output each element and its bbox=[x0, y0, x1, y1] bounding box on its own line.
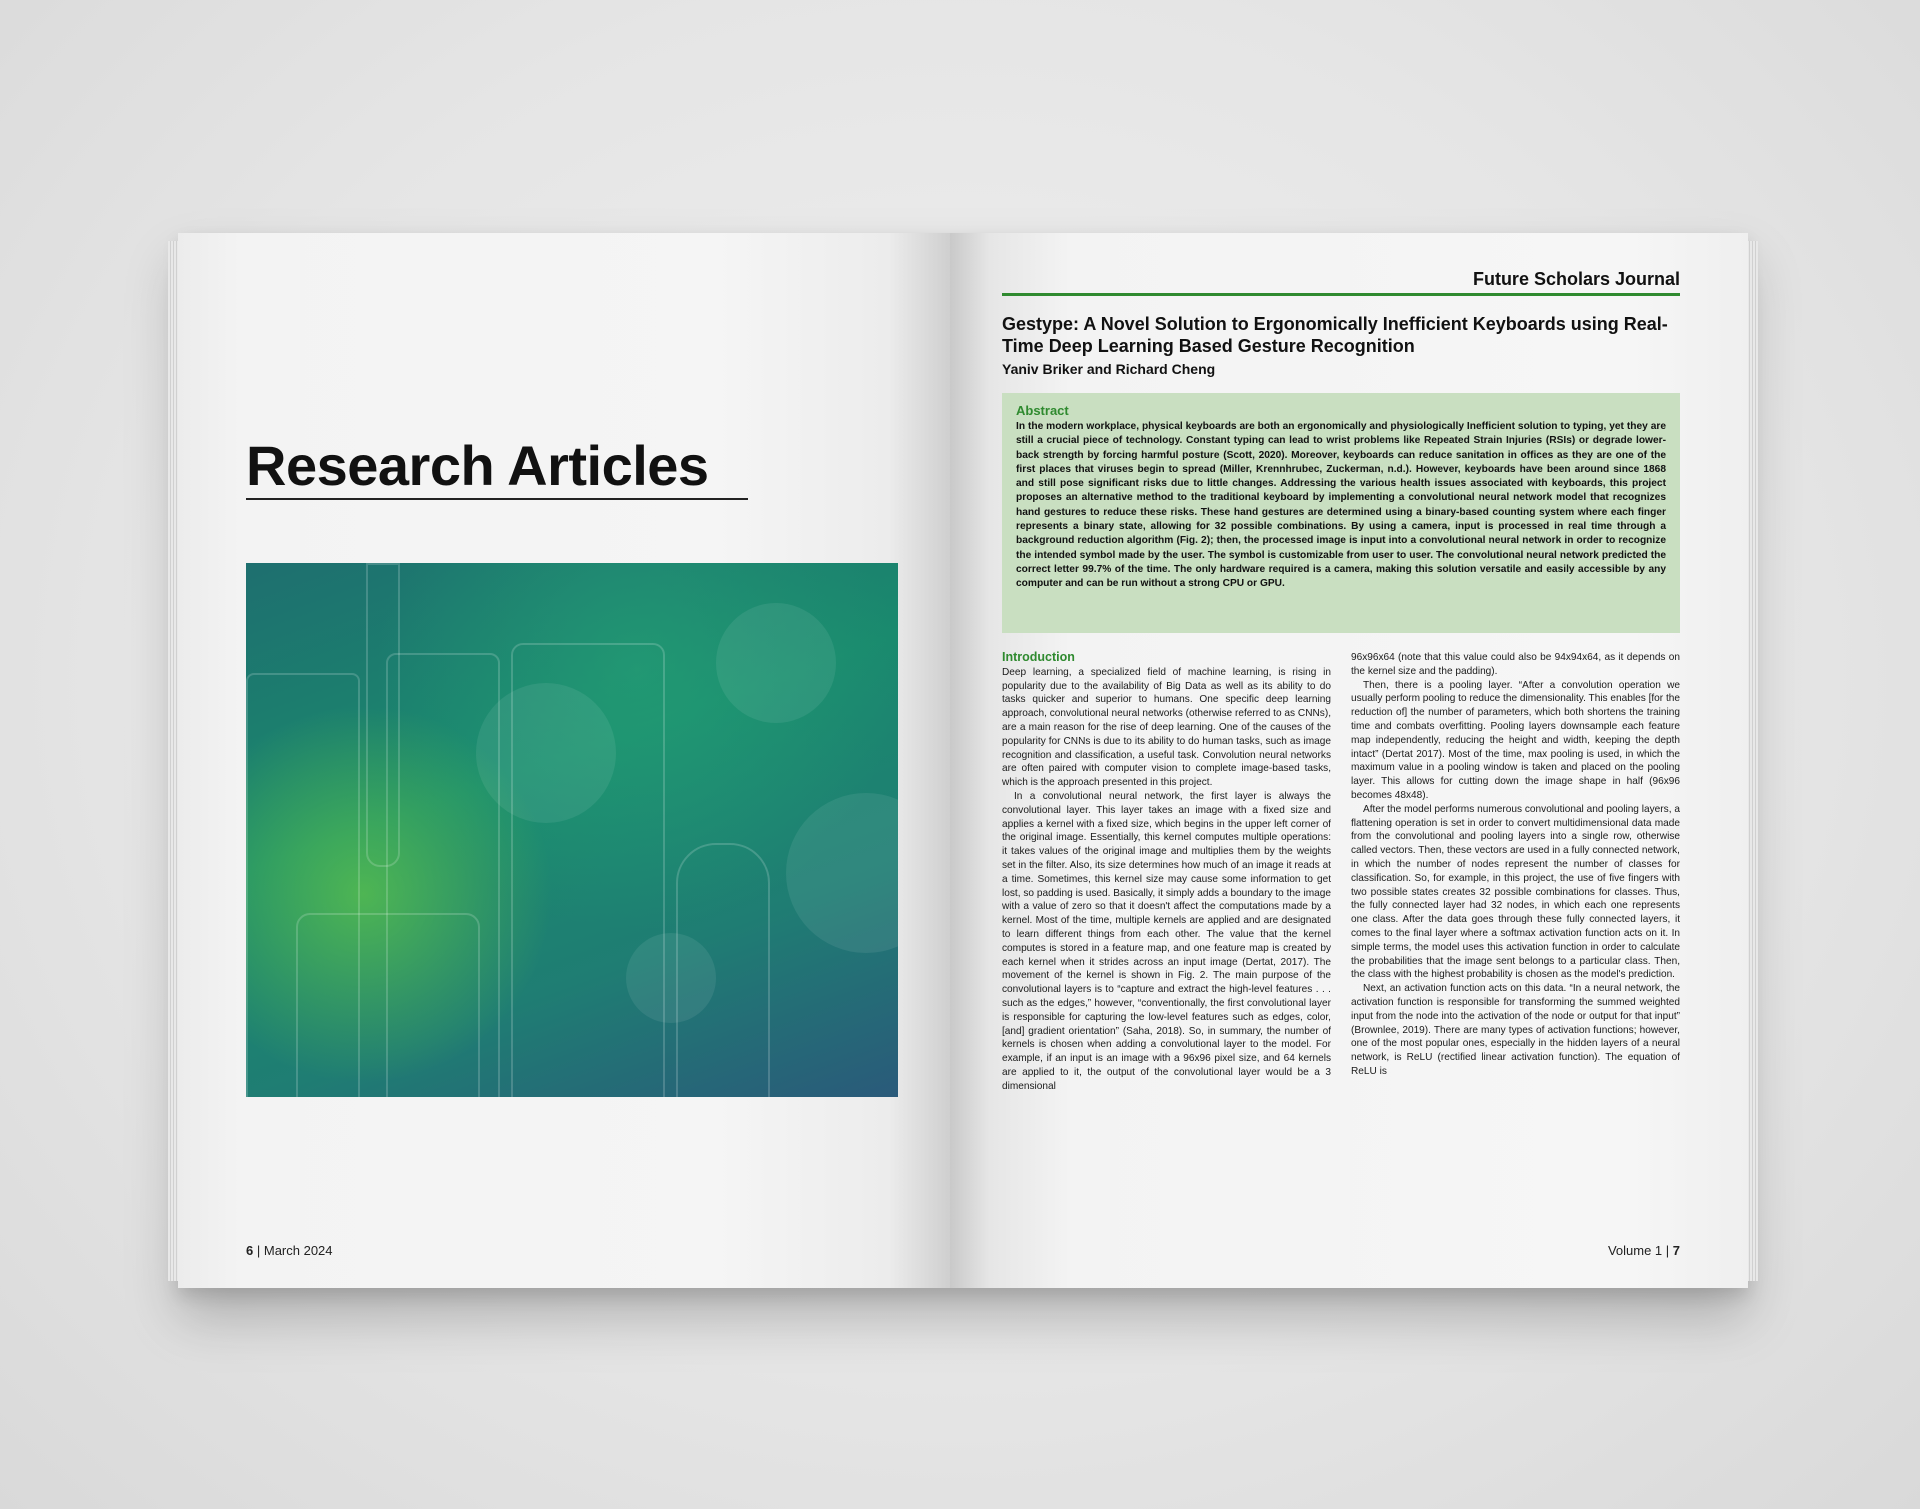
article-title: Gestype: A Novel Solution to Ergonomically Inefficient Keyboards using Real-Time Deep Learning Based Gesture Recognition bbox=[1002, 314, 1668, 356]
right-page-number: 7 bbox=[1672, 1243, 1680, 1258]
photo-flask bbox=[676, 843, 770, 1097]
section-title-underline bbox=[246, 498, 748, 500]
section-title: Research Articles bbox=[246, 434, 709, 497]
journal-name: Future Scholars Journal bbox=[1472, 269, 1680, 289]
left-page-number: 6 bbox=[246, 1243, 254, 1258]
right-page bbox=[950, 233, 1748, 1288]
photo-beaker bbox=[296, 913, 480, 1097]
abstract-heading: Abstract bbox=[1016, 403, 1069, 418]
body-paragraph: 96x96x64 (note that this value could also be 94x94x64, as it depends on the kernel size and the padding). bbox=[1351, 652, 1680, 677]
right-folio bbox=[1608, 1243, 1680, 1258]
left-folio bbox=[246, 1243, 333, 1258]
left-page bbox=[178, 233, 950, 1288]
volume-label: Volume 1 bbox=[1607, 1243, 1663, 1258]
abstract-box bbox=[1002, 393, 1680, 633]
body-paragraph: Next, an activation function acts on this data. “In a neural network, the activation function is responsible for transforming the summed weighted input from the node into the activation of the node or output for that input” (Brownlee, 2019). There are many types of activation functions; however, one of the most popular ones, especially in the hidden layers of a neural network, is ReLU (rectified linear activation function). The equation of ReLU is bbox=[1351, 983, 1680, 1077]
photo-beaker bbox=[511, 643, 665, 1097]
body-paragraph: Deep learning, a specialized field of machine learning, is rising in popularity due to the availability of Big Data as well as its ability to do tasks quicker and superior to humans. One specific deep learning approach, convolutional neural networks (otherwise referred to as CNNs), are a main reason for the rise of deep learning. One of the causes of the popularity for CNNs is due to its ability to do human tasks, such as image recognition and classification, a useful task. Convolution neural networks are often paired with computer vision to complete image-based tasks, which is the approach presented in this project. bbox=[1002, 666, 1331, 789]
lab-glassware-photo bbox=[246, 563, 898, 1097]
photo-bokeh bbox=[786, 793, 898, 953]
open-magazine bbox=[178, 233, 1748, 1288]
body-column-2 bbox=[1351, 651, 1680, 1236]
body-paragraph: After the model performs numerous convolutional and pooling layers, a flattening operation is set in order to convert multidimensional data made from the convolutional and pooling layers into a single row, otherwise called vectors. Then, these vectors are used in a fully connected network, in which the number of nodes represent the number of classes for classification. So, for example, in this project, the use of five fingers with two possible states creates 32 possible combinations for classes. Thus, the fully connected layer had 32 nodes, in which each one represents one class. After the data goes through these fully connected layers, it comes to the final layer where a softmax activation function acts on it. In simple terms, the model uses this activation function in order to calculate the probabilities that the image sent belongs to a particular class. Then, the class with the highest probability is chosen as the model's prediction. bbox=[1351, 803, 1680, 981]
photo-test-tube bbox=[366, 563, 400, 867]
body-paragraph: Then, there is a pooling layer. “After a convolution operation we usually perform pooling to reduce the dimensionality. This enables [for the reduction of] the number of parameters, which both shortens the training time and combats overfitting. Pooling layers downsample each feature map independently, reducing the height and width, keeping the depth intact” (Dertat 2017). Most of the time, max pooling is used, in which the maximum value in a pooling window is taken and placed on the pooling layer. This allows for cutting down the image shape in half (96x96 becomes 48x48). bbox=[1351, 679, 1680, 801]
article-body bbox=[1002, 651, 1680, 1236]
folio-divider: | bbox=[256, 1243, 264, 1258]
abstract-text: In the modern workplace, physical keyboards are both an ergonomically and physiologically Inefficient solution to typing, yet they are still a crucial piece of technology. Constant typing can lead to wrist problems like Repeated Strain Injuries (RSIs) or degrade lower-back strength by forcing harmful posture (Scott, 2020). Moreover, keyboards can reduce sanitation in offices as they are one of the first places that viruses begin to spread (Miller, Krennhrubec, Zuckerman, n.d.). However, keyboards have been around since 1868 and still pose significant risks due to little changes. Addressing the various health issues associated with keyboards, this project proposes an alternative method to the traditional keyboard by implementing a convolutional neural network model that recognizes hand gestures to reduce these risks. These hand gestures are determined using a binary-based counting system where each finger represents a binary state, allowing for 32 possible combinations. By using a camera, input is processed in real time through a background reduction algorithm (Fig. 2); then, the processed image is input into a convolutional neural network in order to recognize the intended symbol made by the user. The symbol is customizable from user to user. The convolutional neural network predicted the correct letter 99.7% of the time. The only hardware required is a camera, making this solution versatile and easily accessible by any computer and can be run without a strong CPU or GPU. bbox=[1016, 421, 1666, 590]
folio-divider: | bbox=[1665, 1243, 1673, 1258]
photo-bokeh bbox=[716, 603, 836, 723]
journal-header-rule bbox=[1002, 293, 1680, 296]
article-authors: Yaniv Briker and Richard Cheng bbox=[1002, 361, 1216, 377]
introduction-heading: Introduction bbox=[1002, 651, 1075, 664]
body-paragraph: In a convolutional neural network, the first layer is always the convolutional layer. This layer takes an image with a fixed size and applies a kernel with a fixed size, which begins in the upper left corner of the original image. Essentially, this kernel computes multiple operations: it takes values of the original image and multiplies them by the weights set in the filter. Also, its size determines how much of an image it reads at a time. Sometimes, this kernel size may cause some information to get lost, so padding is used. Basically, it simply adds a boundary to the image with a value of zero so that it doesn't affect the computations made by a kernel. Most of the time, multiple kernels are applied and are designated to learn different things from each other. The value that the kernel computes is stored in a feature map, and one feature map is created by each kernel when it strides across an input image (Dertat, 2017). The movement of the kernel is shown in Fig. 2. The main purpose of the convolutional layers is to “capture and extract the high-level features . . . such as the edges,” however, “conventionally, the first convolutional layer is responsible for capturing the low-level features such as edges, color, [and] gradient orientation” (Saha, 2018). So, in summary, the number of kernels is chosen when adding a convolutional layer to the model. For example, if an input is an image with a 96x96 pixel size, and 64 kernels are applied to it, the output of the convolutional layer would be a 3 dimensional bbox=[1002, 790, 1331, 1092]
issue-date: March 2024 bbox=[263, 1243, 333, 1258]
body-column-1 bbox=[1002, 651, 1331, 1236]
